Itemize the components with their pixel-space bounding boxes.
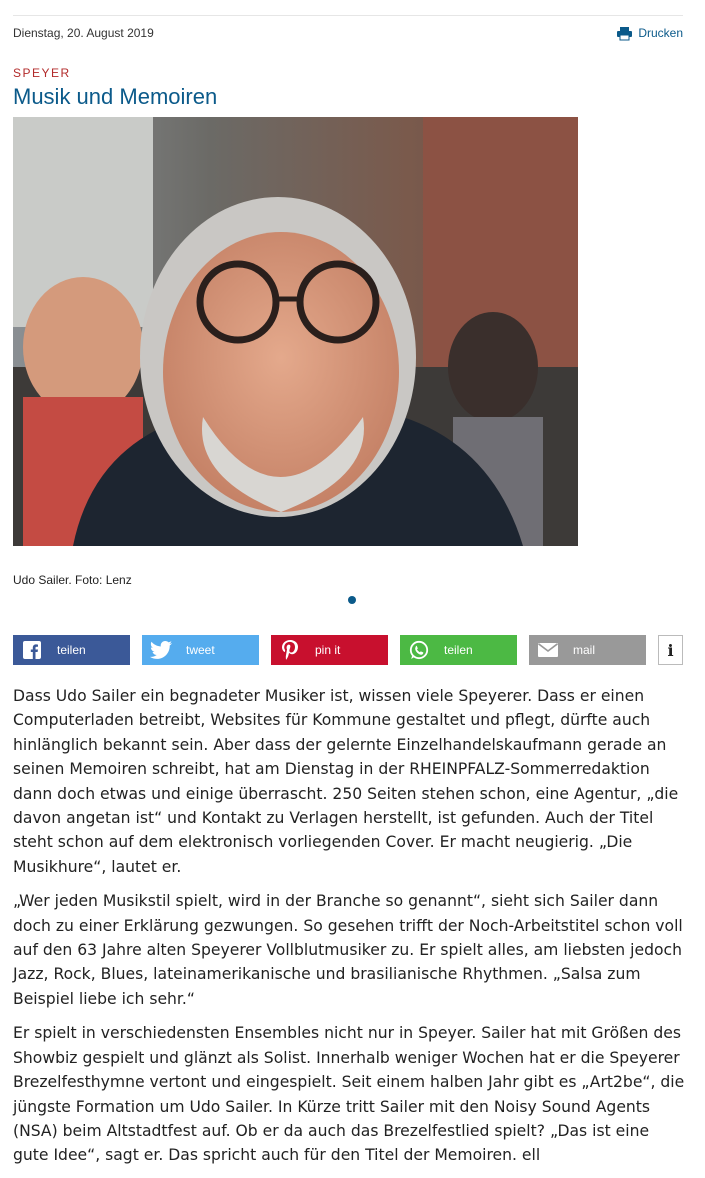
article-photo [13, 117, 578, 546]
share-twitter-label[interactable]: tweet [186, 643, 215, 657]
share-facebook-label[interactable]: teilen [57, 643, 86, 657]
share-pinterest-label[interactable]: pin it [315, 643, 341, 657]
share-whatsapp-button[interactable] [400, 635, 517, 665]
photo-caption: Udo Sailer. Foto: Lenz [13, 573, 132, 587]
pinterest-icon [277, 635, 303, 665]
share-facebook-button[interactable] [13, 635, 130, 665]
share-mail-label[interactable]: mail [573, 643, 596, 657]
share-whatsapp-label[interactable]: teilen [444, 643, 473, 657]
article-body [13, 684, 685, 1178]
article-kicker: SPEYER [13, 66, 71, 80]
share-pinterest-button[interactable] [271, 635, 388, 665]
share-mail-button[interactable] [529, 635, 646, 665]
facebook-icon [19, 635, 45, 665]
print-button[interactable] [617, 26, 683, 40]
whatsapp-icon [406, 635, 432, 665]
share-bar [13, 635, 683, 665]
printer-icon [617, 27, 632, 40]
print-label[interactable]: Drucken [638, 26, 683, 40]
info-icon[interactable]: i [658, 635, 683, 665]
article-paragraph: Dass Udo Sailer ein begnadeter Musiker ist, wissen viele Speyerer. Dass er einen Computerladen betreibt, Websites für Kommune gestaltet und pflegt, dürfte auch hinlänglich bekannt sein. Aber dass der gelernte Einzelhandelskaufmann gerade an seinen Memoiren schreibt, hat am Dienstag in der RHEINPFALZ-Sommerredaktion dann doch etwas und einige überrascht. 250 Seiten stehen schon, eine Agentur, „die davon angetan ist“ und Kontakt zu Verlagen herstellt, ist gefunden. Auch der Titel steht schon auf dem elektronisch vorliegenden Cover. Er macht neugierig. „Die Musikhure“, lautet er. [13, 687, 679, 876]
article-meta [13, 24, 683, 42]
publish-date: Dienstag, 20. August 2019 [13, 26, 154, 40]
gallery-indicator-dot[interactable] [348, 596, 356, 604]
twitter-icon [148, 635, 174, 665]
article-title: Musik und Memoiren [13, 84, 218, 109]
mail-icon [535, 635, 561, 665]
article-paragraph: „Wer jeden Musikstil spielt, wird in der Branche so genannt“, sieht sich Sailer dann doch zu einer Erklärung gezwungen. So gesehen trifft der Noch-Arbeitstitel schon voll auf den 63 Jahre alten Speyerer Vollblutmusiker zu. Er spielt alles, am liebsten jedoch Jazz, Rock, Blues, lateinamerikanische und brasilianische Rhythmen. „Salsa zum Beispiel liebe ich sehr.“ [13, 892, 683, 1008]
top-divider [13, 15, 683, 16]
share-twitter-button[interactable] [142, 635, 259, 665]
article-paragraph: Er spielt in verschiedensten Ensembles nicht nur in Speyer. Sailer hat mit Größen des Showbiz gespielt und glänzt als Solist. Innerhalb weniger Wochen hat er die Speyerer Brezelfesthymne vertont und eingespielt. Seit einem halben Jahr gibt es „Art2be“, die jüngste Formation um Udo Sailer. In Kürze tritt Sailer mit den Noisy Sound Agents (NSA) beim Altstadtfest auf. Ob er da auch das Brezelfestlied spielt? „Das ist eine gute Idee“, sagt er. Das spricht auch für den Titel der Memoiren. ell [13, 1024, 685, 1165]
